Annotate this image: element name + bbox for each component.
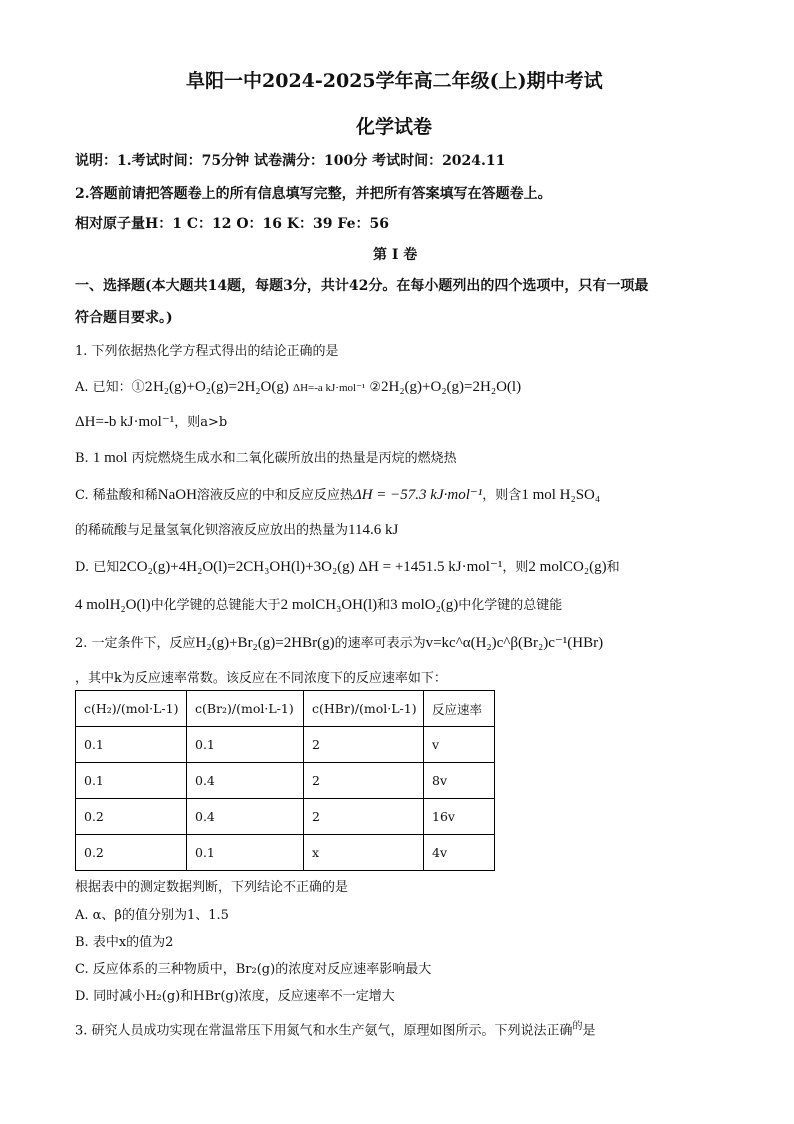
q3-stem-text: 3. 研究人员成功实现在常温常压下用氮气和水生产氨气，原理如图所示。下列说法正确 xyxy=(75,1023,573,1039)
q1-a-tail: ，则a>b xyxy=(174,415,228,430)
q1-d-text1: ，则 xyxy=(502,560,529,575)
q1-option-d-line2 xyxy=(75,594,562,614)
table-cell: 0.1 xyxy=(76,763,187,799)
q1-option-c-line1 xyxy=(75,484,600,504)
q2-option-d: D. 同时减小H₂(g)和HBr(g)浓度，反应速率不一定增大 xyxy=(75,989,395,1004)
table-row xyxy=(76,763,495,799)
q1-a-dh1: ΔH=-a kJ·mol⁻¹ xyxy=(293,382,366,394)
table-row xyxy=(76,835,495,871)
table-row xyxy=(76,727,495,763)
q1-b-mol: 1 mol xyxy=(92,450,128,466)
table-cell: 0.4 xyxy=(187,763,304,799)
q1-c-text2: ，则含 xyxy=(482,488,522,503)
table-cell: v xyxy=(424,727,495,763)
table-header-row xyxy=(76,691,495,727)
q1-a-eq1: H₂(g)+O₂(g)=2H₂O(g) xyxy=(152,379,289,395)
q1-option-a-line2 xyxy=(75,411,227,431)
q1-stem: 1. 下列依据热化学方程式得出的结论正确的是 xyxy=(75,344,339,359)
q1-d-eq: 2CO₂(g)+4H₂O(l)=2CH₃OH(l)+3O₂(g) ΔH = +1451.5 kJ·mol⁻¹ xyxy=(119,559,503,575)
q1-a-eq2: 2H₂(g)+O₂(g)=2H₂O(l) xyxy=(380,379,522,395)
q1-d-and: 和 xyxy=(606,560,620,575)
table-cell: 0.1 xyxy=(187,727,304,763)
q1-c-val: 114.6 kJ xyxy=(348,522,399,538)
q1-c-prefix: C. 稀盐酸和稀 xyxy=(75,488,158,503)
table-cell: 8v xyxy=(424,763,495,799)
q1-a-prefix: A. 已知：①2 xyxy=(75,380,153,395)
table-cell: 0.4 xyxy=(187,799,304,835)
q1-c-text1: 溶液反应的中和反应反应热 xyxy=(196,488,353,503)
q2-stem-mid: 的速率可表示为 xyxy=(334,636,426,651)
rate-table xyxy=(75,690,495,871)
q1-d-and2: 和 xyxy=(377,598,391,613)
table-header-cell: c(Br₂)/(mol·L-1) xyxy=(187,691,304,727)
q1-d-ch3oh: 2 molCH₃OH(l) xyxy=(280,597,378,613)
q1-d-text3: 中化学键的总键能 xyxy=(458,598,563,613)
note-line-2: 2.答题前请把答题卷上的所有信息填写完整，并把所有答案填写在答题卷上。 xyxy=(75,186,552,202)
q2-stem-rate: v=kc^α(H₂)c^β(Br₂)c⁻¹(HBr) xyxy=(425,635,604,651)
section-instruction-1: 一、选择题(本大题共14题，每题3分，共计42分。在每小题列出的四个选项中，只有一项最 xyxy=(75,278,649,294)
table-cell: 2 xyxy=(304,763,424,799)
q1-d-h2o: 4 molH₂O(l) xyxy=(75,597,151,613)
q1-option-c-line2 xyxy=(75,519,398,539)
table-cell: x xyxy=(304,835,424,871)
q1-d-text2: 中化学键的总键能大于 xyxy=(150,598,281,613)
table-cell: 2 xyxy=(304,799,424,835)
q1-option-b xyxy=(75,447,457,467)
q2-stem-line2: ，其中k为反应速率常数。该反应在不同浓度下的反应速率如下： xyxy=(75,671,447,686)
q2-option-b: B. 表中x的值为2 xyxy=(75,935,174,950)
q3-stem-de: 的 xyxy=(572,1021,583,1032)
q1-d-co2: 2 molCO₂(g) xyxy=(528,559,607,575)
table-cell: 16v xyxy=(424,799,495,835)
q3-stem-end: 是 xyxy=(582,1023,596,1039)
section-label: 第 I 卷 xyxy=(373,247,418,263)
table-cell: 0.2 xyxy=(76,835,187,871)
q1-a-circ2: ② xyxy=(369,380,381,395)
table-row xyxy=(76,799,495,835)
q1-c-h2so4: 1 mol H₂SO₄ xyxy=(521,487,601,503)
q2-option-a: A. α、β的值分别为1、1.5 xyxy=(75,908,229,923)
q1-d-o2: 3 molO₂(g) xyxy=(390,597,459,613)
q1-option-d-line1 xyxy=(75,556,620,576)
q2-stem-prefix: 2. 一定条件下，反应 xyxy=(75,636,196,651)
q2-stem-eq: H₂(g)+Br₂(g)=2HBr(g) xyxy=(195,635,335,651)
exam-title: 阜阳一中2024-2025学年高二年级(上)期中考试 xyxy=(186,70,603,92)
section-instruction-2: 符合题目要求。) xyxy=(75,310,173,326)
q1-option-a-line1 xyxy=(75,376,521,396)
q1-c-naoh: NaOH xyxy=(157,487,197,503)
q1-d-prefix: D. 已知 xyxy=(75,560,120,575)
q1-a-dh2: ΔH=-b kJ·mol⁻¹ xyxy=(75,414,175,430)
note-line-3: 相对原子量H：1 C：12 O：16 K：39 Fe：56 xyxy=(75,216,389,232)
exam-subtitle: 化学试卷 xyxy=(356,116,433,138)
table-header-cell: c(H₂)/(mol·L-1) xyxy=(76,691,187,727)
table-cell: 2 xyxy=(304,727,424,763)
q1-c-text3: 的稀硫酸与足量氢氧化钡溶液反应放出的热量为 xyxy=(75,523,349,538)
q2-after-table: 根据表中的测定数据判断，下列结论不正确的是 xyxy=(75,880,349,895)
table-cell: 0.2 xyxy=(76,799,187,835)
q1-c-dh: ΔH = −57.3 kJ·mol⁻¹ xyxy=(352,487,483,503)
q2-option-c: C. 反应体系的三种物质中，Br₂(g)的浓度对反应速率影响最大 xyxy=(75,962,432,977)
q1-b-text: 丙烷燃烧生成水和二氧化碳所放出的热量是丙烷的燃烧热 xyxy=(131,451,457,466)
table-cell: 4v xyxy=(424,835,495,871)
q1-b-prefix: B. xyxy=(75,451,89,466)
table-header-cell: 反应速率 xyxy=(424,691,495,727)
q3-stem xyxy=(75,1017,596,1038)
q2-stem-line1 xyxy=(75,632,603,652)
table-cell: 0.1 xyxy=(76,727,187,763)
table-cell: 0.1 xyxy=(187,835,304,871)
note-line-1: 说明：1.考试时间：75分钟 试卷满分：100分 考试时间：2024.11 xyxy=(75,153,506,169)
table-header-cell: c(HBr)/(mol·L-1) xyxy=(304,691,424,727)
